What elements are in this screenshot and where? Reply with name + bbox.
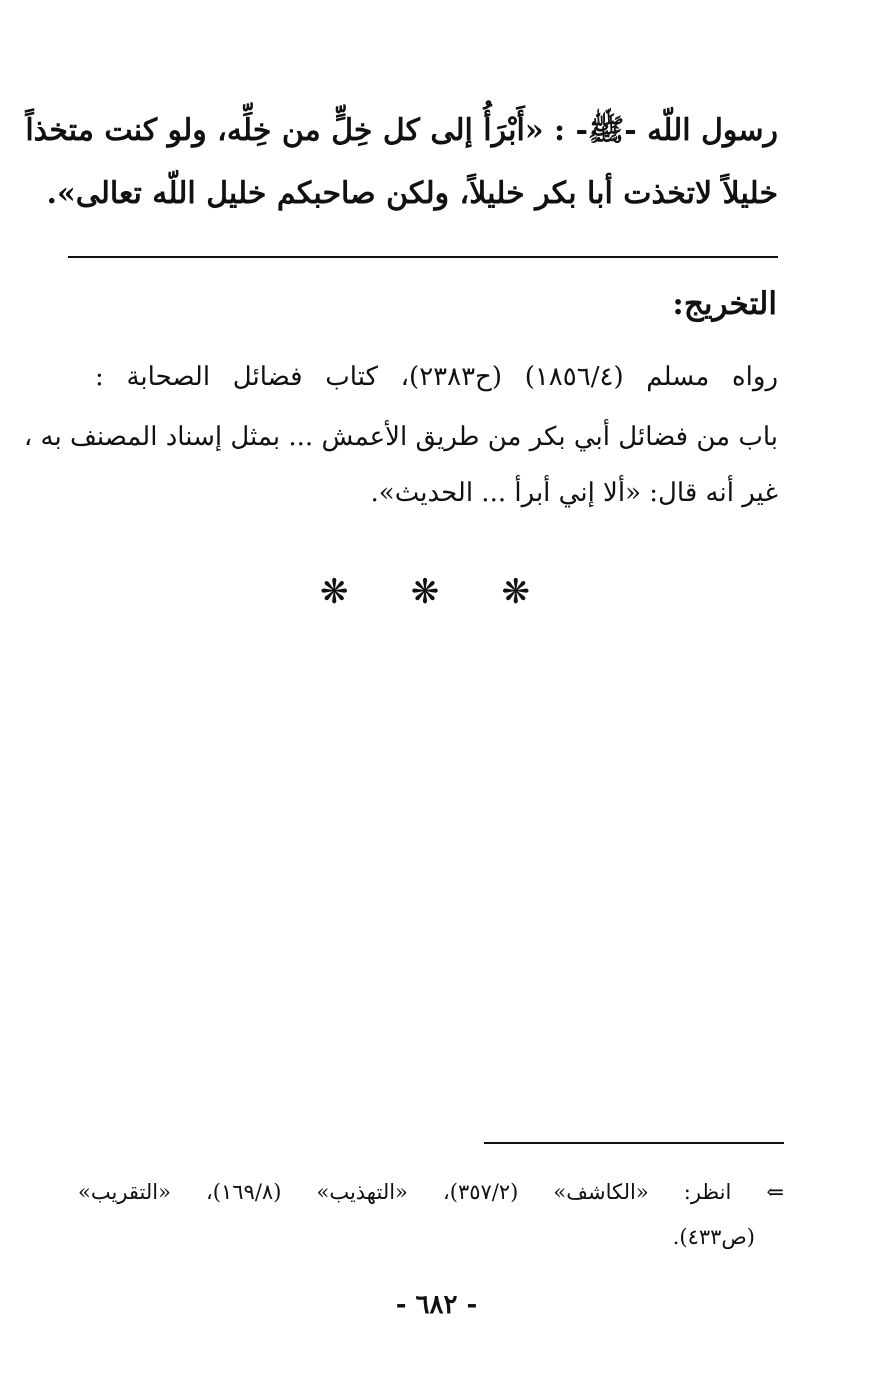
footnote-line-2: (ص٤٣٣). bbox=[672, 1225, 755, 1249]
hadith-text-line-1: رسول اللّه -ﷺ- : «أَبْرَأُ إلى كل خِلٍّ من خِلِّه، ولو كنت متخذاً bbox=[25, 113, 778, 148]
star-icon: ❋ bbox=[501, 572, 530, 612]
star-icon: ❋ bbox=[320, 572, 349, 612]
hadith-text-line-2: خليلاً لاتخذت أبا بكر خليلاً، ولكن صاحبكم خليل اللّه تعالى». bbox=[46, 176, 778, 211]
section-divider bbox=[68, 256, 778, 258]
takhrij-line-3: غير أنه قال: «ألا إني أبرأ ... الحديث». bbox=[370, 478, 778, 508]
star-icon: ❋ bbox=[410, 572, 440, 612]
footnote-line-1: ⇐ انظر: «الكاشف» (٣٥٧/٢)، «التهذيب» (١٦٩/٨)، «التقريب» bbox=[78, 1180, 784, 1204]
takhrij-line-1: رواه مسلم (١٨٥٦/٤) (ح٢٣٨٣)، كتاب فضائل الصحابة : bbox=[95, 362, 779, 392]
star-separator bbox=[320, 572, 530, 612]
section-heading: التخريج: bbox=[672, 286, 777, 322]
footnote-divider bbox=[484, 1142, 784, 1144]
page-number: - ٦٨٢ - bbox=[395, 1290, 478, 1320]
takhrij-line-2: باب من فضائل أبي بكر من طريق الأعمش ... بمثل إسناد المصنف به ، bbox=[23, 422, 778, 452]
